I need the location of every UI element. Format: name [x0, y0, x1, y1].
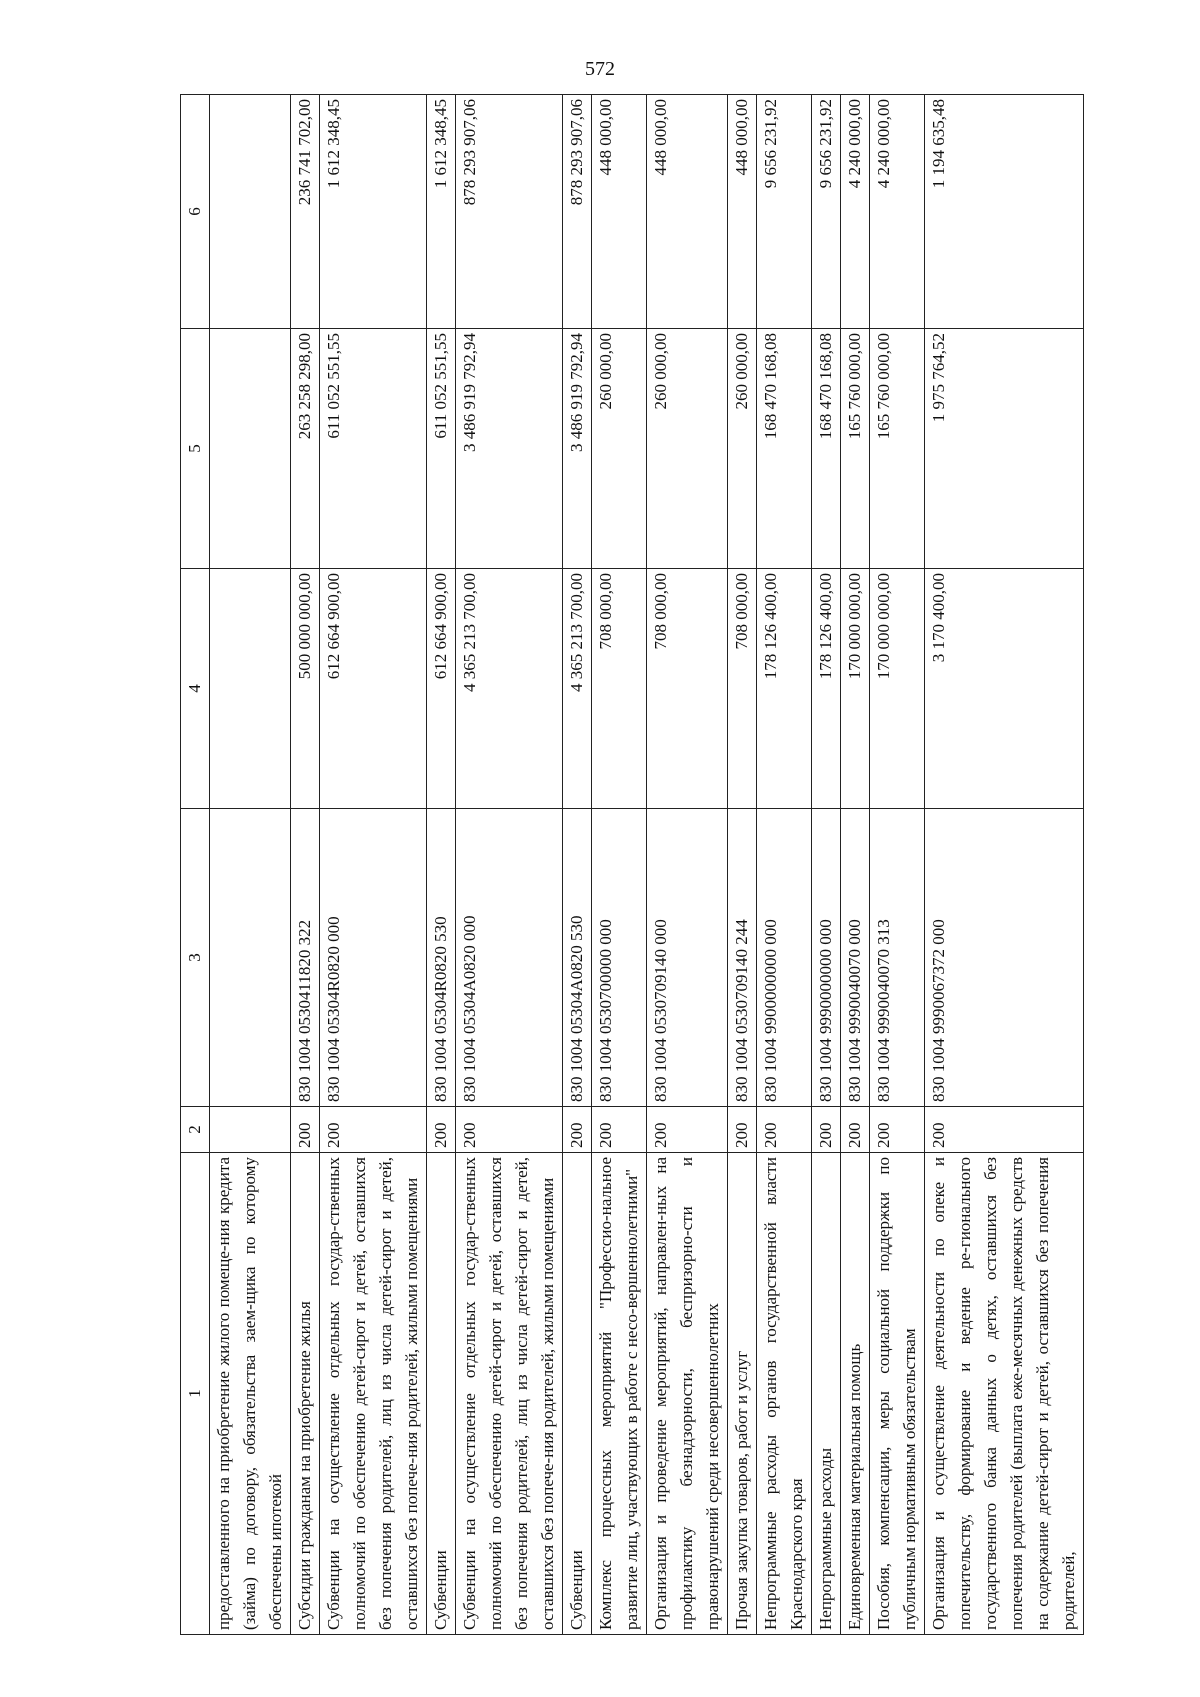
- cell-value-6: 236 741 702,00: [291, 95, 320, 329]
- column-header: 6: [181, 95, 210, 329]
- cell-name: Субвенции: [427, 1153, 456, 1635]
- cell-value-4: 708 000,00: [647, 569, 728, 809]
- cell-value-4: 708 000,00: [592, 569, 647, 809]
- cell-value-6: 448 000,00: [647, 95, 728, 329]
- table-row: [563, 95, 592, 1635]
- page-number: 572: [585, 58, 615, 80]
- cell-group: 200: [728, 1107, 757, 1153]
- cell-group: 200: [456, 1107, 563, 1153]
- column-header: 5: [181, 329, 210, 569]
- cell-value-4: 612 664 900,00: [320, 569, 427, 809]
- cell-value-4: 4 365 213 700,00: [456, 569, 563, 809]
- cell-value-5: 168 470 168,08: [812, 329, 841, 569]
- cell-name: Субсидии гражданам на приобретение жилья: [291, 1153, 320, 1635]
- table-row: [812, 95, 841, 1635]
- table-row: [728, 95, 757, 1635]
- cell-code: [210, 809, 291, 1107]
- cell-name: Единовременная материальная помощь: [841, 1153, 870, 1635]
- cell-value-4: 612 664 900,00: [427, 569, 456, 809]
- cell-value-4: 178 126 400,00: [757, 569, 812, 809]
- cell-value-5: 260 000,00: [728, 329, 757, 569]
- cell-name: Комплекс процессных мероприятий "Профессио-нальное развитие лиц, участвующих в работе с несо-вершеннолетними": [592, 1153, 647, 1635]
- table-body: [210, 95, 1084, 1635]
- cell-group: 200: [925, 1107, 1084, 1153]
- cell-group: 200: [870, 1107, 925, 1153]
- cell-value-5: 168 470 168,08: [757, 329, 812, 569]
- cell-group: 200: [841, 1107, 870, 1153]
- cell-value-5: 3 486 919 792,94: [563, 329, 592, 569]
- cell-value-6: 9 656 231,92: [812, 95, 841, 329]
- cell-value-5: 3 486 919 792,94: [456, 329, 563, 569]
- cell-name: предоставленного на приобретение жилого помеще-ния кредита (займа) по договору, обязательства заем-щика по которому обеспечены ипотекой: [210, 1153, 291, 1635]
- table-row: [870, 95, 925, 1635]
- cell-value-5: 611 052 551,55: [320, 329, 427, 569]
- column-header: 2: [181, 1107, 210, 1153]
- cell-value-4: 170 000 000,00: [841, 569, 870, 809]
- cell-value-4: 708 000,00: [728, 569, 757, 809]
- cell-code: 830 1004 0530700000 000: [592, 809, 647, 1107]
- cell-value-6: 448 000,00: [728, 95, 757, 329]
- table-row: [925, 95, 1084, 1635]
- cell-code: 830 1004 05304R0820 530: [427, 809, 456, 1107]
- cell-value-6: 1 194 635,48: [925, 95, 1084, 329]
- cell-value-6: [210, 95, 291, 329]
- table-row: [291, 95, 320, 1635]
- cell-code: 830 1004 0530709140 244: [728, 809, 757, 1107]
- cell-value-6: 4 240 000,00: [870, 95, 925, 329]
- cell-name: Организация и осуществление деятельности по опеке и попечительству, формирование и ведение ре-гионального государственного банка данных о детях, оставшихся без попечения родителей (выплата еже-месячных денежных средств на содержание детей-сирот и детей, оставшихся без попечения родителей,: [925, 1153, 1084, 1635]
- column-header: 3: [181, 809, 210, 1107]
- cell-value-6: 1 612 348,45: [320, 95, 427, 329]
- cell-value-4: 500 000 000,00: [291, 569, 320, 809]
- cell-name: Прочая закупка товаров, работ и услуг: [728, 1153, 757, 1635]
- cell-value-4: 178 126 400,00: [812, 569, 841, 809]
- table-row: [647, 95, 728, 1635]
- cell-value-5: 1 975 764,52: [925, 329, 1084, 569]
- table-row: [592, 95, 647, 1635]
- cell-value-5: 260 000,00: [592, 329, 647, 569]
- cell-value-4: 170 000 000,00: [870, 569, 925, 809]
- cell-value-4: 3 170 400,00: [925, 569, 1084, 809]
- table-row: [757, 95, 812, 1635]
- cell-value-5: [210, 329, 291, 569]
- column-header: 1: [181, 1153, 210, 1635]
- cell-value-6: 4 240 000,00: [841, 95, 870, 329]
- cell-value-5: 165 760 000,00: [841, 329, 870, 569]
- cell-group: 200: [291, 1107, 320, 1153]
- cell-group: [210, 1107, 291, 1153]
- cell-value-5: 260 000,00: [647, 329, 728, 569]
- cell-group: 200: [320, 1107, 427, 1153]
- cell-value-6: 448 000,00: [592, 95, 647, 329]
- cell-group: 200: [592, 1107, 647, 1153]
- cell-code: 830 1004 9900000000 000: [757, 809, 812, 1107]
- cell-code: 830 1004 9990040070 313: [870, 809, 925, 1107]
- rotated-table-container: [180, 95, 1114, 1635]
- cell-value-5: 165 760 000,00: [870, 329, 925, 569]
- table-row: [841, 95, 870, 1635]
- cell-group: 200: [812, 1107, 841, 1153]
- cell-code: 830 1004 05304R0820 000: [320, 809, 427, 1107]
- table-row: [456, 95, 563, 1635]
- cell-value-6: 9 656 231,92: [757, 95, 812, 329]
- cell-value-6: 878 293 907,06: [456, 95, 563, 329]
- cell-value-4: [210, 569, 291, 809]
- cell-code: 830 1004 9990040070 000: [841, 809, 870, 1107]
- cell-value-4: 4 365 213 700,00: [563, 569, 592, 809]
- cell-code: 830 1004 9990067372 000: [925, 809, 1084, 1107]
- cell-code: 830 1004 0530709140 000: [647, 809, 728, 1107]
- cell-value-5: 263 258 298,00: [291, 329, 320, 569]
- table-row: [427, 95, 456, 1635]
- header-row: [181, 95, 210, 1635]
- table-row: [210, 95, 291, 1635]
- cell-name: Непрограммные расходы: [812, 1153, 841, 1635]
- cell-group: 200: [427, 1107, 456, 1153]
- cell-name: Пособия, компенсации, меры социальной поддержки по публичным нормативным обязательствам: [870, 1153, 925, 1635]
- cell-name: Непрограммные расходы органов государственной власти Краснодарского края: [757, 1153, 812, 1635]
- cell-name: Организация и проведение мероприятий, направлен-ных на профилактику безнадзорности, беспризорно-сти и правонарушений среди несовершеннолетних: [647, 1153, 728, 1635]
- cell-name: Субвенции на осуществление отдельных государ-ственных полномочий по обеспечению детей-сирот и детей, оставшихся без попечения родителей, лиц из числа детей-сирот и детей, оставшихся без попече-ния родителей, жилыми помещениями: [456, 1153, 563, 1635]
- cell-group: 200: [563, 1107, 592, 1153]
- cell-code: 830 1004 05304A0820 000: [456, 809, 563, 1107]
- cell-value-6: 1 612 348,45: [427, 95, 456, 329]
- cell-group: 200: [647, 1107, 728, 1153]
- cell-code: 830 1004 0530411820 322: [291, 809, 320, 1107]
- cell-name: Субвенции: [563, 1153, 592, 1635]
- column-header: 4: [181, 569, 210, 809]
- budget-table: [180, 94, 1084, 1635]
- cell-group: 200: [757, 1107, 812, 1153]
- table-row: [320, 95, 427, 1635]
- cell-code: 830 1004 05304A0820 530: [563, 809, 592, 1107]
- cell-code: 830 1004 9990000000 000: [812, 809, 841, 1107]
- cell-value-5: 611 052 551,55: [427, 329, 456, 569]
- cell-value-6: 878 293 907,06: [563, 95, 592, 329]
- cell-name: Субвенции на осуществление отдельных государ-ственных полномочий по обеспечению детей-сирот и детей, оставшихся без попечения родителей, лиц из числа детей-сирот и детей, оставшихся без попече-ния родителей, жилыми помещениями: [320, 1153, 427, 1635]
